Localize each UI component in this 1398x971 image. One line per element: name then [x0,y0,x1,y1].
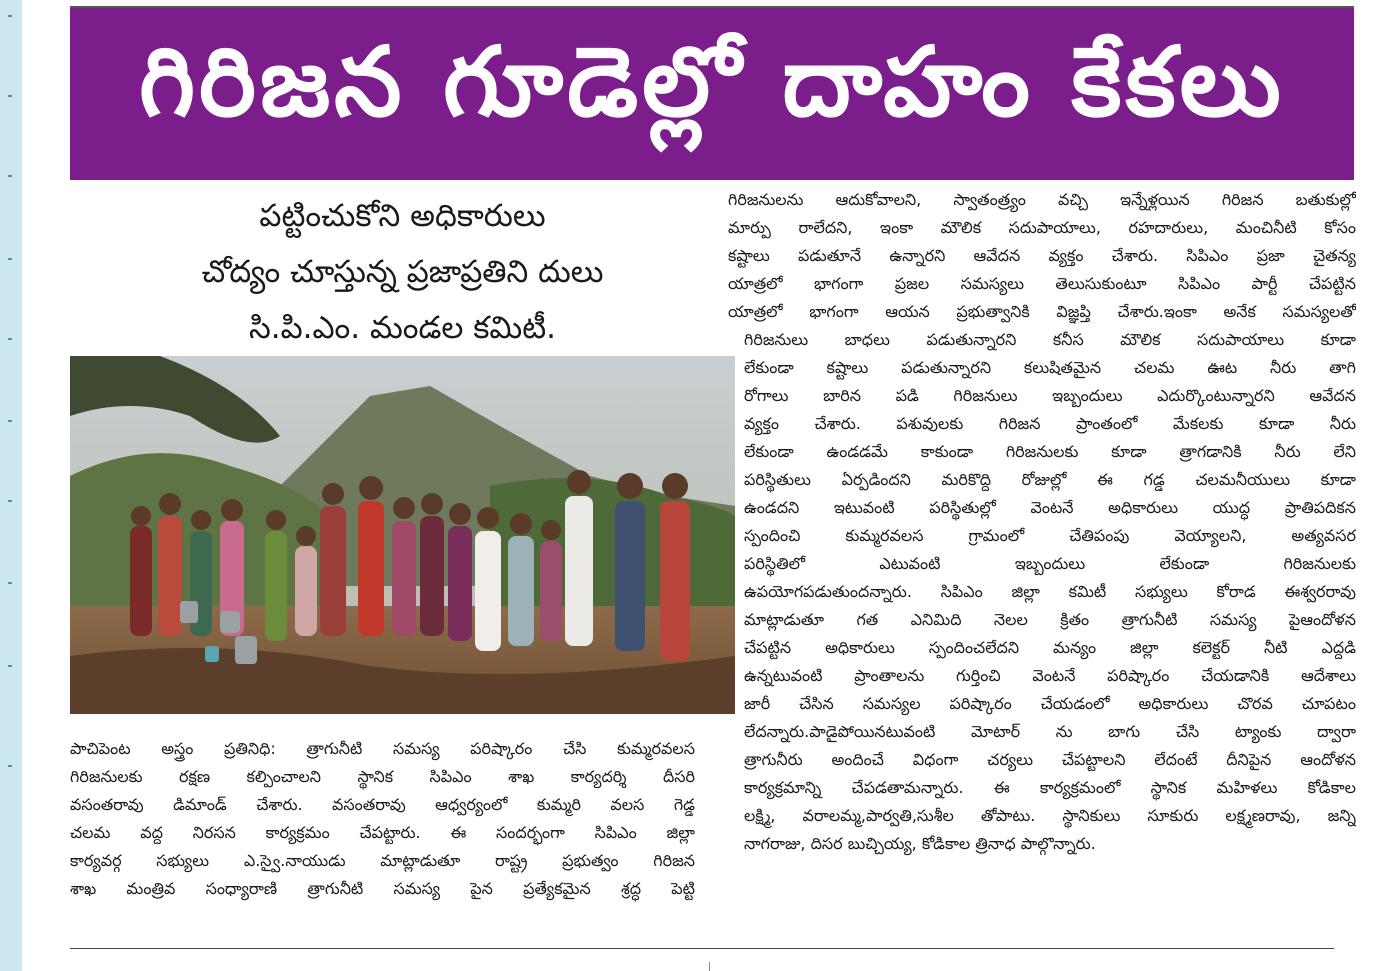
article-line: చేపట్టిన అధికారులు స్పందించలేదని మన్యం జిల్లా కలెక్టర్ నీటి ఎద్దడి [744,638,1356,657]
article-line: మార్పు రాలేదని, ఇంకా మౌలిక సదుపాయాలు, రహదారులు, మంచినీటి కోసం [728,218,1356,237]
article-line: వ్యక్తం చేశారు. పశువులకు గిరిజన ప్రాంతంలో మేకలకు కూడా నీరు [744,414,1356,433]
article-line: లేకుండా కష్టాలు పడుతున్నారని కలుషితమైన చలమ ఊట నీరు తాగి [744,358,1356,377]
article-line: రోగాలు బారిన పడి గిరిజనులు ఇబ్బందులు ఎదుర్కొంటున్నారని ఆవేదన [744,386,1356,405]
article-line: మాట్లాడుతూ గత ఎనిమిది నెలల క్రితం త్రాగునీటి సమస్య పైఆందోళన [744,610,1356,629]
article-line: చలమ వద్ద నిరసన కార్యక్రమం చేపట్టారు. ఈ సందర్భంగా సిపిఎం జిల్లా [70,823,695,842]
headline-banner [70,8,1354,180]
subheadings [70,188,735,356]
article-line: గిరిజనులకు రక్షణ కల్పించాలని స్థానిక సిపిఎం శాఖ కార్యదర్శి దీసరి [70,767,695,786]
article-line: పరిస్థితిలో ఎటువంటి ఇబ్బందులు లేకుండా గిరిజనులకు [744,554,1356,573]
article-line: వసంతరావు డిమాండ్ చేశారు. వసంతరావు ఆధ్వర్యంలో కుమ్మరి వలస గెడ్డ [70,795,695,814]
bottom-rule [70,948,1334,949]
article-line: యాత్రలో భాగంగా ఆయన ప్రభుత్వానికి విజ్ఞప్తి చేశారు.ఇంకా అనేక సమస్యలతో [728,302,1356,321]
article-line: యాత్రలో భాగంగా ప్రజల సమస్యలు తెలుసుకుంటూ సిపిఎం పార్టీ చేపట్టిన [728,274,1356,293]
article-line: కార్యక్రమాన్ని చేపడతామన్నారు. ఈ కార్యక్రమంలో స్థానిక మహిళలు కోడికాల [744,778,1356,797]
article-line: లేదన్నారు.పాడైపోయినటువంటి మోటార్ ను బాగు చేసి ట్యాంకు ద్వారా [744,722,1356,741]
article-line: కార్యవర్గ సభ్యులు ఎ.స్వై.నాయుడు మాట్లాడుతూ రాష్ట్ర ప్రభుత్వం గిరిజన [70,851,695,870]
article-line: జారీ చేసిన సమస్యల పరిష్కారం చేయడంలో అధికారులు చొరవ చూపటం [744,694,1356,713]
article-line: గిరిజనులను ఆదుకోవాలని, స్వాతంత్ర్యం వచ్చి ఇన్నేళ్లయిన గిరిజన బతుకుల్లో [728,190,1356,209]
article-column-right [728,186,1356,858]
subheading-1: పట్టించుకోని అధికారులు [259,198,546,234]
article-line: లక్ష్మి, వరాలమ్మ,పార్వతి,సుశీల తోపాటు. స్థానికులు సూకురు లక్ష్మణరావు, జన్ని [744,806,1356,825]
article-line: ఉండదని ఇటువంటి పరిస్థితుల్లో వెంటనే అధికారులు యుద్ధ ప్రాతిపదికన [744,498,1356,517]
column-divider-tick [709,962,710,971]
article-line: నాగరాజు, దిసర బుచ్చియ్య, కోడికాల త్రినాధ పాల్గొన్నారు. [744,834,1096,853]
subheading-3: సి.పి.ఎం. మండల కమిటీ. [248,310,557,346]
headline: గిరిజన గూడెల్లో దాహం కేకలు [139,26,1285,138]
page-edge-strip [0,0,22,971]
article-line: శాఖ మంత్రివ సంధ్యారాణి త్రాగునీటి సమస్య పైన ప్రత్యేకమైన శ్రద్ధ పెట్టి [70,879,695,898]
subheading-2: చోద్యం చూస్తున్న ప్రజాప్రతిని దులు [201,254,604,290]
article-line: ఉపయోగపడుతుందన్నారు. సిపిఎం జిల్లా కమిటీ సభ్యులు కోరాడ ఈశ్వరరావు [744,582,1356,601]
article-line: స్పందించి కుమ్మరవలస గ్రామంలో చేతిపంపు వెయ్యాలని, అత్యవసర [744,526,1356,545]
article-line: లేకుండా ఉండడమే కాకుండా గిరిజనులకు కూడా త్రాగడానికి నీరు లేని [744,442,1356,461]
article-line: ఉన్నటువంటి ప్రాంతాలను గుర్తించి వెంటనే పరిష్కారం చేయడానికి ఆదేశాలు [744,666,1356,685]
article-line: పరిస్థితులు ఏర్పడిందని మరికొద్ది రోజుల్లో ఈ గడ్డ చలమనీయులు కూడా [744,470,1356,489]
article-line: కష్టాలు పడుతూనే ఉన్నారని ఆవేదన వ్యక్తం చేశారు. సిపిఎం ప్రజా చైతన్య [728,246,1356,265]
article-column-left [70,735,695,903]
article-line: గిరిజనులు బాధలు పడుతున్నారని కనీస మౌలిక సదుపాయాలు కూడా [744,330,1356,349]
article-line: త్రాగునీరు అందించే విధంగా చర్యలు చేపట్టాలని లేదంటే దీనిపైన ఆందోళన [744,750,1356,769]
news-photo [70,356,735,714]
article-line: పాచిపెంట అస్త్రం ప్రతినిధి: త్రాగునీటి సమస్య పరిష్కారం చేసి కుమ్మరవలస [70,739,695,758]
